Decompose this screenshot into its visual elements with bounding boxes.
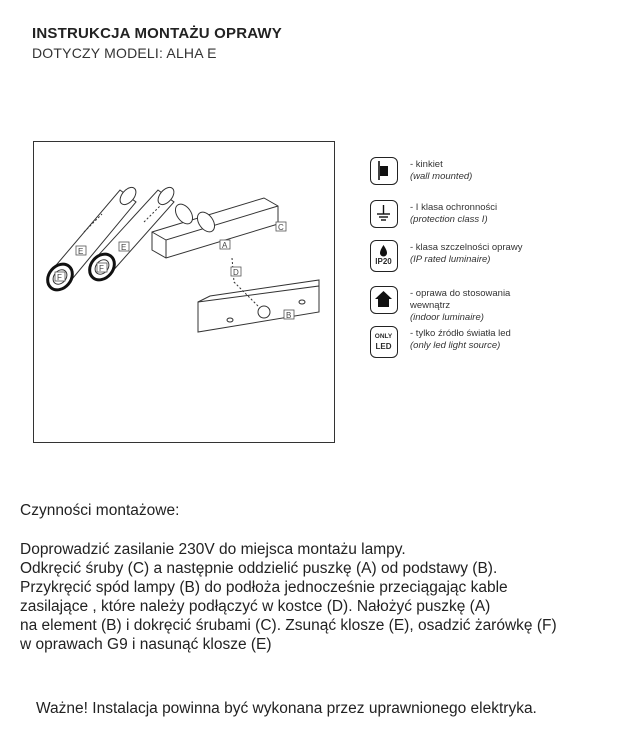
instruction-line: Przykręcić spód lampy (B) do podłoża jednocześnie przeciągając kable: [20, 579, 508, 596]
legend-text: - tylko źródło światła led: [410, 328, 511, 339]
only-led-icon: [370, 326, 398, 358]
model-subtitle: DOTYCZY MODELI: ALHA E: [32, 45, 217, 61]
legend-text: - oprawa do stosowania: [410, 288, 511, 299]
page-title: INSTRUKCJA MONTAŻU OPRAWY: [32, 25, 282, 42]
only-label: ONLY: [374, 333, 393, 340]
label-c: C: [278, 223, 284, 232]
label-e-1: E: [78, 247, 84, 256]
label-f-1: F: [57, 273, 62, 282]
wall-mounted-icon: [370, 157, 398, 185]
legend-translation: (IP rated luminaire): [410, 254, 491, 265]
instruction-line: Doprowadzić zasilanie 230V do miejsca montażu lampy.: [20, 541, 406, 558]
instructions-heading: Czynności montażowe:: [20, 502, 180, 519]
instruction-line: Odkręcić śruby (C) a następnie oddzielić puszkę (A) od podstawy (B).: [20, 560, 498, 577]
instruction-line: w oprawach G9 i nasunąć klosze (E): [20, 636, 272, 653]
assembly-drawing: [34, 142, 336, 444]
legend-translation: (wall mounted): [410, 171, 473, 182]
label-d: D: [233, 268, 239, 277]
instructions-body: [20, 540, 620, 654]
label-a: A: [222, 241, 228, 250]
legend-protection-class: [370, 200, 610, 240]
label-e-2: E: [121, 243, 127, 252]
ip20-label: IP20: [375, 257, 392, 266]
legend-wall-mounted: [370, 157, 610, 197]
legend-indoor: [370, 286, 610, 326]
legend-translation: (indoor luminaire): [410, 312, 484, 323]
legend-only-led: [370, 326, 610, 366]
back-plate: [198, 280, 319, 332]
canopy-box: [152, 198, 278, 258]
legend-text-2: wewnątrz: [410, 300, 451, 311]
instruction-line: na element (B) i dokręcić śrubami (C). Zsunąć klosze (E), osadzić żarówkę (F): [20, 617, 557, 634]
legend-translation: (only led light source): [410, 340, 501, 351]
instruction-line: zasilające , które należy podłączyć w kostce (D). Nałożyć puszkę (A): [20, 598, 491, 615]
indoor-house-icon: [370, 286, 398, 314]
label-b: B: [286, 311, 292, 320]
legend-text: - klasa szczelności oprawy: [410, 242, 523, 253]
legend-text: - I klasa ochronności: [410, 202, 498, 213]
label-f-2: F: [99, 264, 104, 273]
legend-text: - kinkiet: [410, 159, 443, 170]
protection-class-icon: [370, 200, 398, 228]
legend-translation: (protection class I): [410, 214, 488, 225]
legend-ip20: [370, 240, 610, 280]
electrician-note: Ważne! Instalacja powinna być wykonana przez uprawnionego elektryka.: [36, 700, 537, 717]
assembly-diagram: [33, 141, 335, 443]
led-label: LED: [375, 342, 392, 351]
ip20-drop-icon: [370, 240, 398, 272]
